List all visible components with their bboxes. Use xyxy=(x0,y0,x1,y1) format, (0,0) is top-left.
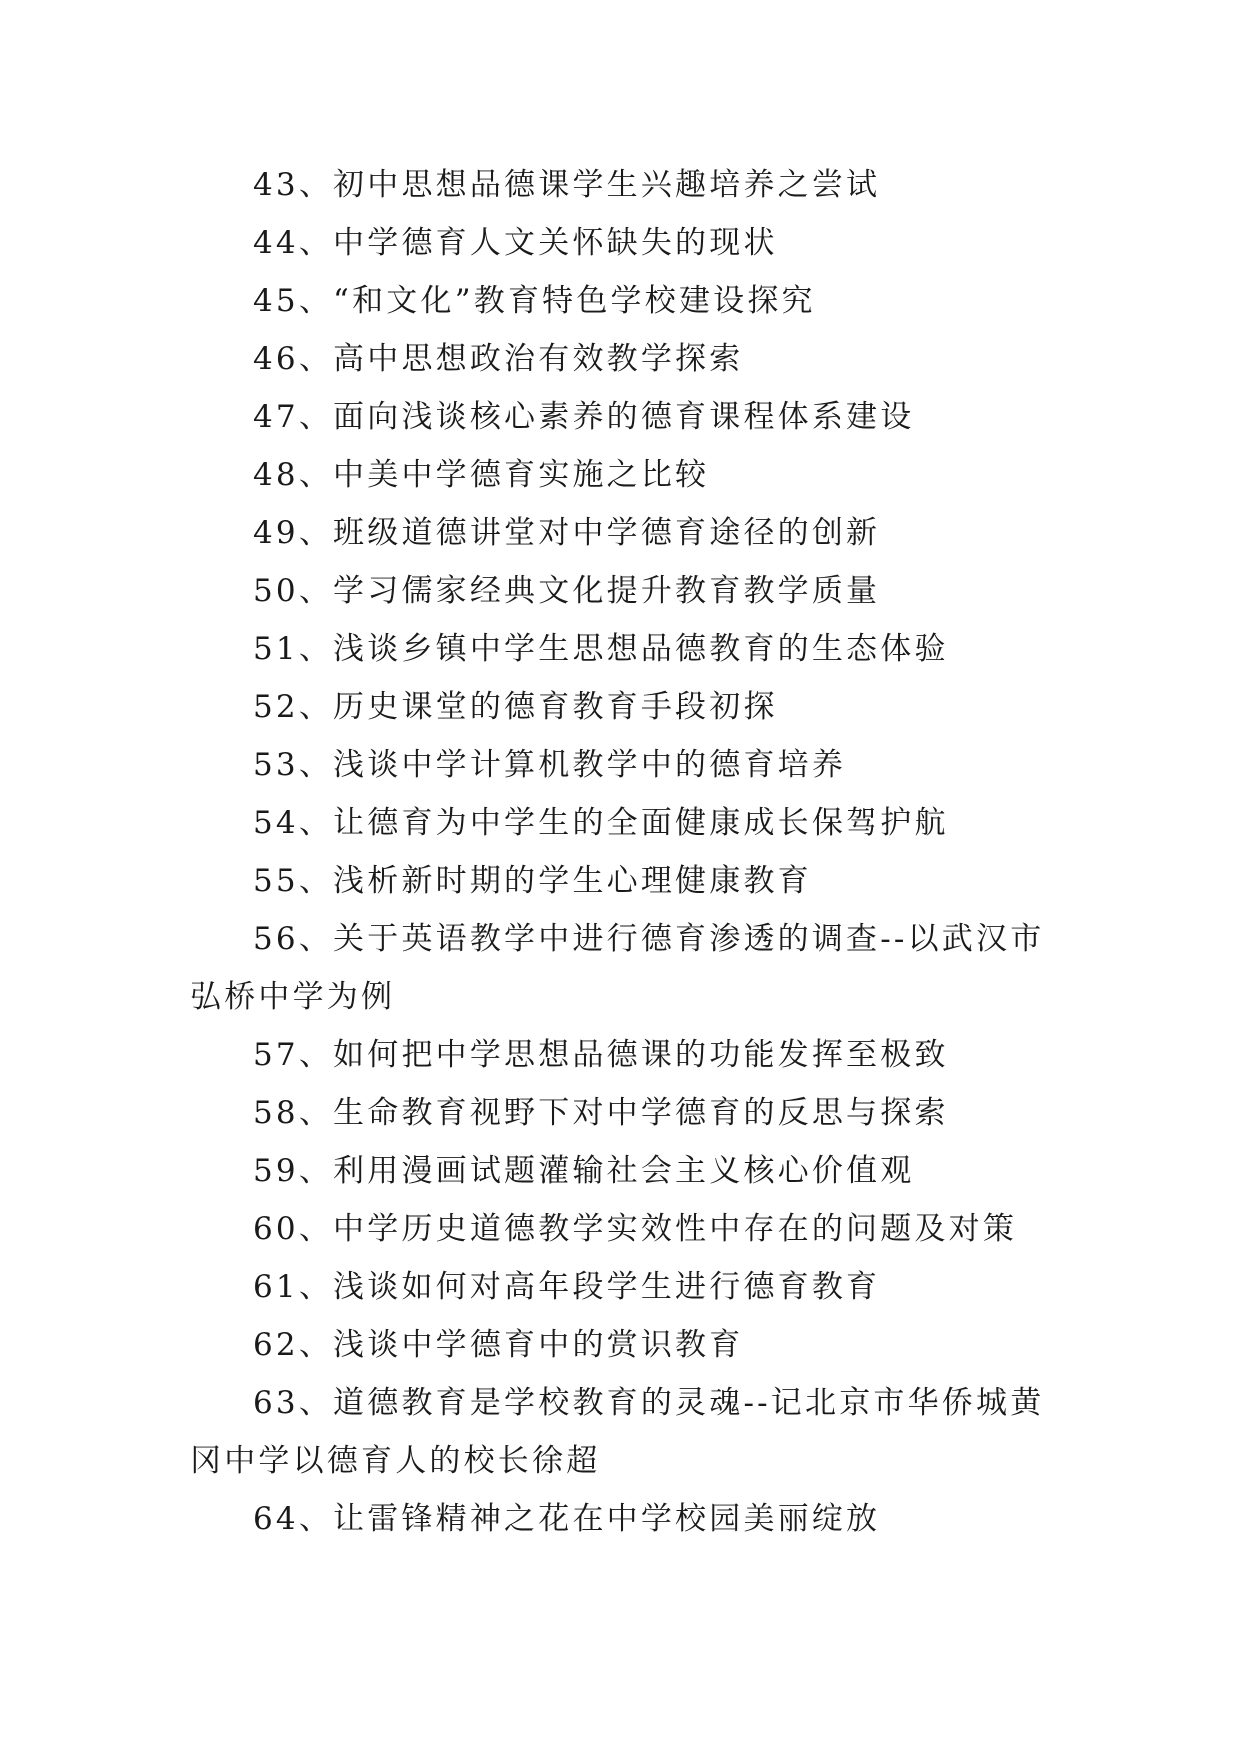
list-item: 59、利用漫画试题灌输社会主义核心价值观 xyxy=(253,1153,915,1189)
list-item: 57、如何把中学思想品德课的功能发挥至极致 xyxy=(253,1037,949,1073)
list-item: 63、道德教育是学校教育的灵魂--记北京市华侨城黄冈中学以德育人的校长徐超 xyxy=(190,1385,1045,1479)
list-item: 46、高中思想政治有效教学探索 xyxy=(253,341,744,377)
list-item: 53、浅谈中学计算机教学中的德育培养 xyxy=(253,747,847,783)
list-item: 61、浅谈如何对高年段学生进行德育教育 xyxy=(253,1269,881,1305)
list-item: 44、中学德育人文关怀缺失的现状 xyxy=(253,225,778,261)
list-item: 49、班级道德讲堂对中学德育途径的创新 xyxy=(253,515,881,551)
list-item: 43、初中思想品德课学生兴趣培养之尝试 xyxy=(253,167,881,203)
list-item: 54、让德育为中学生的全面健康成长保驾护航 xyxy=(253,805,949,841)
list-item: 50、学习儒家经典文化提升教育教学质量 xyxy=(253,573,881,609)
list-item: 64、让雷锋精神之花在中学校园美丽绽放 xyxy=(253,1501,881,1537)
list-item: 51、浅谈乡镇中学生思想品德教育的生态体验 xyxy=(253,631,949,667)
list-item: 62、浅谈中学德育中的赏识教育 xyxy=(253,1327,744,1363)
list-item: 47、面向浅谈核心素养的德育课程体系建设 xyxy=(253,399,915,435)
list-item: 55、浅析新时期的学生心理健康教育 xyxy=(253,863,812,899)
list-item: 58、生命教育视野下对中学德育的反思与探索 xyxy=(253,1095,949,1131)
list-item: 48、中美中学德育实施之比较 xyxy=(253,457,710,493)
list-item: 45、“和文化”教育特色学校建设探究 xyxy=(253,283,816,319)
list-item: 52、历史课堂的德育教育手段初探 xyxy=(253,689,778,725)
topic-list xyxy=(190,156,1060,1548)
list-item: 60、中学历史道德教学实效性中存在的问题及对策 xyxy=(253,1211,1018,1247)
list-item: 56、关于英语教学中进行德育渗透的调查--以武汉市弘桥中学为例 xyxy=(190,921,1045,1015)
